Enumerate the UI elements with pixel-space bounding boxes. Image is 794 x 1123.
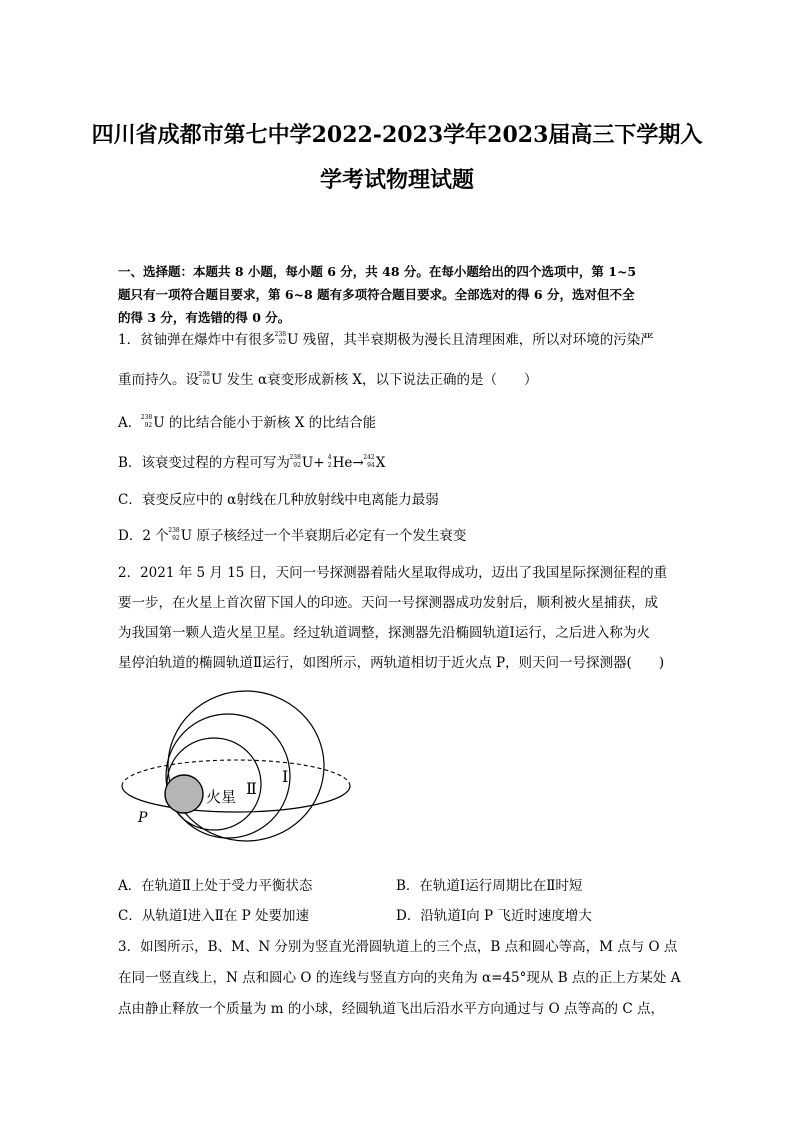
u238-symbol bbox=[275, 332, 287, 346]
atomic-number: 2 bbox=[327, 462, 332, 469]
point-p-label: P bbox=[138, 810, 148, 826]
q1-option-a[interactable] bbox=[118, 413, 680, 433]
option-text: X bbox=[375, 455, 386, 471]
page-subtitle: 学考试物理试题 bbox=[319, 167, 474, 193]
q2-stem-line4: 星停泊轨道的椭圆轨道Ⅱ运行，如图所示，两轨道相切于近火点 P，则天问一号探测器( ) bbox=[118, 655, 665, 671]
mars-label: 火星 bbox=[206, 788, 237, 806]
q1-option-c[interactable]: C．衰变反应中的 α射线在几种放射线中电离能力最弱 bbox=[118, 492, 439, 508]
mass-number: 238 bbox=[274, 331, 287, 338]
q1-text: U 发生 α衰变形成新核 X，以下说法正确的是（ ） bbox=[211, 372, 538, 388]
q1-stem-line1 bbox=[118, 330, 680, 350]
orbit-diagram bbox=[118, 688, 358, 848]
he4-symbol bbox=[325, 455, 333, 469]
option-text: U+ bbox=[301, 455, 325, 471]
q2-option-c[interactable]: C．从轨道Ⅰ进入Ⅱ在 P 处要加速 bbox=[118, 908, 310, 924]
equator-back-arc bbox=[122, 760, 350, 786]
q2-stem-line1: 2．2021 年 5 月 15 日，天问一号探测器着陆火星取得成功，迈出了我国星际探测征程的重 bbox=[118, 565, 668, 581]
orbit-2-label: Ⅱ bbox=[246, 779, 257, 798]
u238-symbol bbox=[169, 528, 181, 542]
atomic-number: 92 bbox=[172, 535, 180, 542]
option-label: A． bbox=[118, 415, 142, 431]
q2-option-b[interactable]: B．在轨道Ⅰ运行周期比在Ⅱ时短 bbox=[396, 878, 583, 894]
q2-option-d[interactable]: D．沿轨道Ⅰ向 P 飞近时速度增大 bbox=[396, 908, 592, 924]
u238-symbol bbox=[290, 455, 302, 469]
q1-text: U 残留，其半衰期极为漫长且清理困难，所以对环境的污染严 bbox=[287, 332, 654, 348]
option-label: D．2 个 bbox=[118, 528, 169, 544]
mass-number: 238 bbox=[140, 414, 153, 421]
orbit-1-label: Ⅰ bbox=[282, 767, 289, 786]
mars-planet bbox=[165, 775, 203, 813]
atomic-number: 92 bbox=[278, 339, 287, 346]
mass-number: 238 bbox=[168, 527, 180, 534]
q1-option-b[interactable] bbox=[118, 453, 680, 473]
instruction-line: 题只有一项符合题目要求，第 6~8 题有多项符合题目要求。全部选对的得 6 分，选对但不全 bbox=[118, 287, 635, 302]
atomic-number: 94 bbox=[367, 462, 375, 469]
mass-number: 242 bbox=[363, 454, 375, 461]
q3-stem-line2: 在同一竖直线上，N 点和圆心 O 的连线与竖直方向的夹角为 α=45°现从 B 点的正上方某处 A bbox=[118, 970, 681, 986]
q2-option-a[interactable]: A．在轨道Ⅱ上处于受力平衡状态 bbox=[118, 878, 313, 894]
u238-symbol bbox=[199, 372, 211, 386]
option-text: U 原子核经过一个半衰期后必定有一个发生衰变 bbox=[180, 528, 467, 544]
q1-text: 1．贫铀弹在爆炸中有很多 bbox=[118, 332, 276, 348]
x242-symbol bbox=[364, 455, 376, 469]
option-text: U 的比结合能小于新核 X 的比结合能 bbox=[153, 415, 377, 431]
atomic-number: 92 bbox=[144, 422, 153, 429]
atomic-number: 92 bbox=[202, 379, 210, 386]
q1-option-d[interactable] bbox=[118, 526, 680, 546]
q1-text: 重而持久。设 bbox=[118, 372, 199, 388]
mass-number: 4 bbox=[327, 454, 332, 461]
q2-stem-line2: 要一步，在火星上首次留下国人的印迹。天问一号探测器成功发射后，顺利被火星捕获，成 bbox=[118, 595, 658, 611]
option-text: B．该衰变过程的方程可写为 bbox=[118, 455, 290, 471]
q2-stem-line3: 为我国第一颗人造火星卫星。经过轨道调整，探测器先沿椭圆轨道Ⅰ运行，之后进入称为火 bbox=[118, 625, 650, 641]
section-instructions bbox=[118, 260, 678, 329]
q1-stem-line2 bbox=[118, 370, 680, 390]
atomic-number: 92 bbox=[293, 462, 301, 469]
q3-stem-line3: 点由静止释放一个质量为 m 的小球，经圆轨道飞出后沿水平方向通过与 O 点等高的 C 点， bbox=[118, 1001, 664, 1017]
instruction-line: 一、选择题：本题共 8 小题，每小题 6 分，共 48 分。在每小题给出的四个选项中，第 1~5 bbox=[118, 264, 637, 279]
q3-stem-line1: 3．如图所示，B、M、N 分别为竖直光滑圆轨道上的三个点，B 点和圆心等高，M 点与 O 点 bbox=[118, 939, 678, 955]
instruction-line: 的得 3 分，有选错的得 0 分。 bbox=[118, 310, 291, 325]
mass-number: 238 bbox=[289, 454, 301, 461]
u238-symbol bbox=[141, 415, 153, 429]
option-text: He→ bbox=[332, 455, 364, 471]
mass-number: 238 bbox=[198, 371, 210, 378]
page-title: 四川省成都市第七中学2022-2023学年2023届高三下学期入 bbox=[91, 122, 703, 148]
